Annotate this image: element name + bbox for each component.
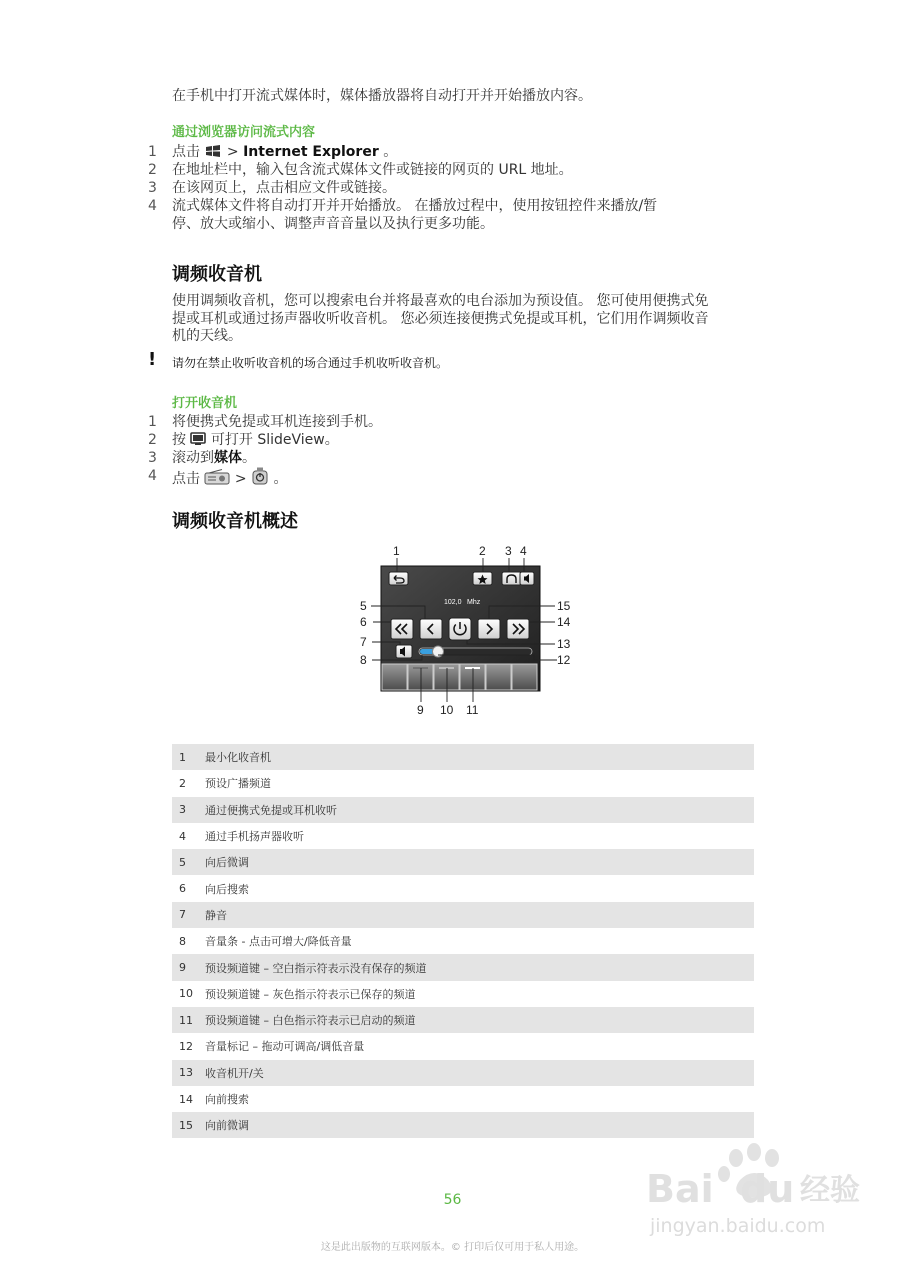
step-item: 2 按 可打开 SlideView。 — [148, 432, 339, 448]
legend-row — [172, 744, 754, 770]
legend-number: 12 — [179, 1039, 193, 1053]
preset-key[interactable] — [382, 664, 407, 690]
step-text: 在该网页上，点击相应文件或链接。 — [172, 180, 396, 196]
legend-row — [172, 902, 754, 928]
legend-text: 静音 — [205, 908, 227, 922]
callout-label: 9 — [417, 703, 424, 717]
legend-number: 5 — [179, 855, 186, 869]
windows-start-icon — [204, 144, 222, 158]
legend-number: 3 — [179, 803, 186, 817]
legend-row — [172, 981, 754, 1007]
legend-number: 1 — [179, 750, 186, 764]
fine-tune-forward-button[interactable] — [478, 619, 500, 639]
legend-text: 音量标记 – 拖动可调高/调低音量 — [205, 1040, 365, 1054]
legend-row — [172, 1060, 754, 1086]
media-label: 媒体 — [214, 450, 242, 466]
legend-number: 2 — [179, 776, 186, 790]
legend-number: 11 — [179, 1013, 193, 1027]
callout-label: 12 — [557, 653, 571, 667]
svg-text:du: du — [740, 1167, 795, 1211]
headset-button[interactable] — [502, 572, 521, 585]
section-heading-streaming: 通过浏览器访问流式内容 — [172, 125, 316, 140]
baidu-jingyan-watermark — [640, 1140, 890, 1240]
legend-number: 8 — [179, 934, 186, 948]
paragraph-line: 使用调频收音机，您可以搜索电台并将最喜欢的电台添加为预设值。 您可使用便携式免 — [172, 293, 709, 309]
paragraph-line: 提或耳机或通过扬声器收听收音机。 您必须连接便携式免提或耳机，它们用作调频收音 — [172, 311, 709, 327]
step-item: 4 流式媒体文件将自动打开并开始播放。 在播放过程中，使用按钮控件来播放/暂 — [148, 198, 658, 214]
legend-row — [172, 770, 754, 796]
legend-row — [172, 928, 754, 954]
warning-text: 请勿在禁止收听收音机的场合通过手机收听收音机。 — [172, 356, 449, 370]
legend-text: 向前搜索 — [205, 1093, 249, 1106]
intro-text: 在手机中打开流式媒体时，媒体播放器将自动打开并开始播放内容。 — [172, 88, 592, 104]
svg-text:jingyan.baidu.com: jingyan.baidu.com — [650, 1215, 826, 1237]
legend-row — [172, 954, 754, 980]
preset-key[interactable] — [512, 664, 537, 690]
legend-table — [172, 744, 754, 1138]
step-item: 3 滚动到媒体。 — [148, 450, 256, 466]
legend-text: 预设频道键 – 白色指示符表示已启动的频道 — [205, 1014, 416, 1028]
legend-text: 收音机开/关 — [205, 1066, 264, 1080]
legend-text: 通过手机扬声器收听 — [205, 830, 304, 844]
step-text: 将便携式免提或耳机连接到手机。 — [172, 414, 382, 430]
legend-number: 4 — [179, 829, 186, 843]
slideview-key-icon — [190, 432, 206, 446]
step-text: 点击 — [172, 144, 200, 160]
legend-number: 7 — [179, 908, 186, 922]
step-item: 2 在地址栏中，输入包含流式媒体文件或链接的网页的 URL 地址。 — [148, 162, 573, 178]
legend-text: 最小化收音机 — [205, 751, 271, 765]
section-title-fm-radio: 调频收音机 — [172, 264, 262, 285]
svg-text:Bai: Bai — [646, 1167, 714, 1211]
legend-number: 6 — [179, 882, 186, 896]
legend-text: 通过便携式免提或耳机收听 — [205, 803, 337, 817]
footer-notice: 这是此出版物的互联网版本。© 打印后仅可用于私人用途。 — [320, 1242, 585, 1253]
callout-label: 15 — [557, 599, 571, 613]
frequency-readout: 102,0 — [444, 599, 462, 606]
legend-number: 10 — [179, 987, 193, 1001]
step-item: 1 将便携式免提或耳机连接到手机。 — [148, 414, 382, 430]
callout-label: 11 — [466, 703, 479, 717]
legend-row — [172, 797, 754, 823]
legend-row — [172, 875, 754, 901]
legend-number: 13 — [179, 1066, 193, 1080]
legend-number: 15 — [179, 1118, 193, 1132]
fine-tune-back-button[interactable] — [420, 619, 442, 639]
step-item: 3 在该网页上，点击相应文件或链接。 — [148, 180, 396, 196]
legend-row — [172, 823, 754, 849]
callout-label: 10 — [440, 703, 454, 717]
step-item-continued — [148, 215, 494, 233]
callout-label: 8 — [360, 653, 367, 667]
step-item: 4 点击 > 。 — [148, 468, 288, 487]
callout-label: 1 — [393, 544, 400, 558]
legend-row — [172, 1033, 754, 1059]
svg-text:经验: 经验 — [800, 1173, 860, 1208]
legend-row — [172, 849, 754, 875]
page-number: 56 — [443, 1192, 462, 1208]
step-text: 停、放大或缩小、调整声音音量以及执行更多功能。 — [172, 216, 494, 232]
warning-icon: ! — [148, 349, 157, 370]
volume-fill — [420, 649, 434, 654]
frequency-unit: Mhz — [467, 599, 481, 606]
callout-label: 4 — [520, 544, 527, 558]
step-item: 1 点击 > Internet Explorer 。 — [148, 144, 398, 160]
callout-label: 3 — [505, 544, 512, 558]
legend-text: 预设频道键 – 灰色指示符表示已保存的频道 — [205, 987, 416, 1001]
legend-number: 14 — [179, 1092, 193, 1106]
radio-overview-diagram — [355, 543, 575, 721]
preset-key[interactable] — [486, 664, 511, 690]
radio-menu-icon — [204, 469, 230, 485]
callout-label: 14 — [557, 615, 571, 629]
legend-text: 音量条 - 点击可增大/降低音量 — [205, 935, 352, 949]
section-title-radio-overview: 调频收音机概述 — [172, 511, 298, 532]
step-text: 流式媒体文件将自动打开并开始播放。 在播放过程中，使用按钮控件来播放/暂 — [172, 198, 658, 214]
fm-radio-app-icon — [251, 467, 269, 485]
preset-keys — [382, 664, 537, 690]
paragraph-line: 机的天线。 — [172, 328, 242, 344]
section-heading-open-radio: 打开收音机 — [172, 396, 238, 411]
legend-text: 向后搜索 — [205, 882, 249, 896]
legend-row — [172, 1112, 754, 1138]
callout-label: 13 — [557, 637, 571, 651]
legend-number: 9 — [179, 961, 186, 975]
legend-text: 预设广播频道 — [205, 777, 271, 791]
callout-label: 2 — [479, 544, 486, 558]
internet-explorer-label: Internet Explorer — [243, 144, 379, 160]
legend-row — [172, 1086, 754, 1112]
legend-text: 预设频道键 – 空白指示符表示没有保存的频道 — [205, 961, 427, 975]
step-text: 在地址栏中，输入包含流式媒体文件或链接的网页的 URL 地址。 — [172, 162, 573, 178]
callout-label: 7 — [360, 635, 367, 649]
callout-label: 6 — [360, 615, 367, 629]
callout-label: 5 — [360, 599, 367, 613]
legend-text: 向后微调 — [205, 856, 249, 870]
step-number: 1 — [148, 144, 157, 160]
legend-text: 向前微调 — [205, 1119, 249, 1133]
legend-row — [172, 1007, 754, 1033]
